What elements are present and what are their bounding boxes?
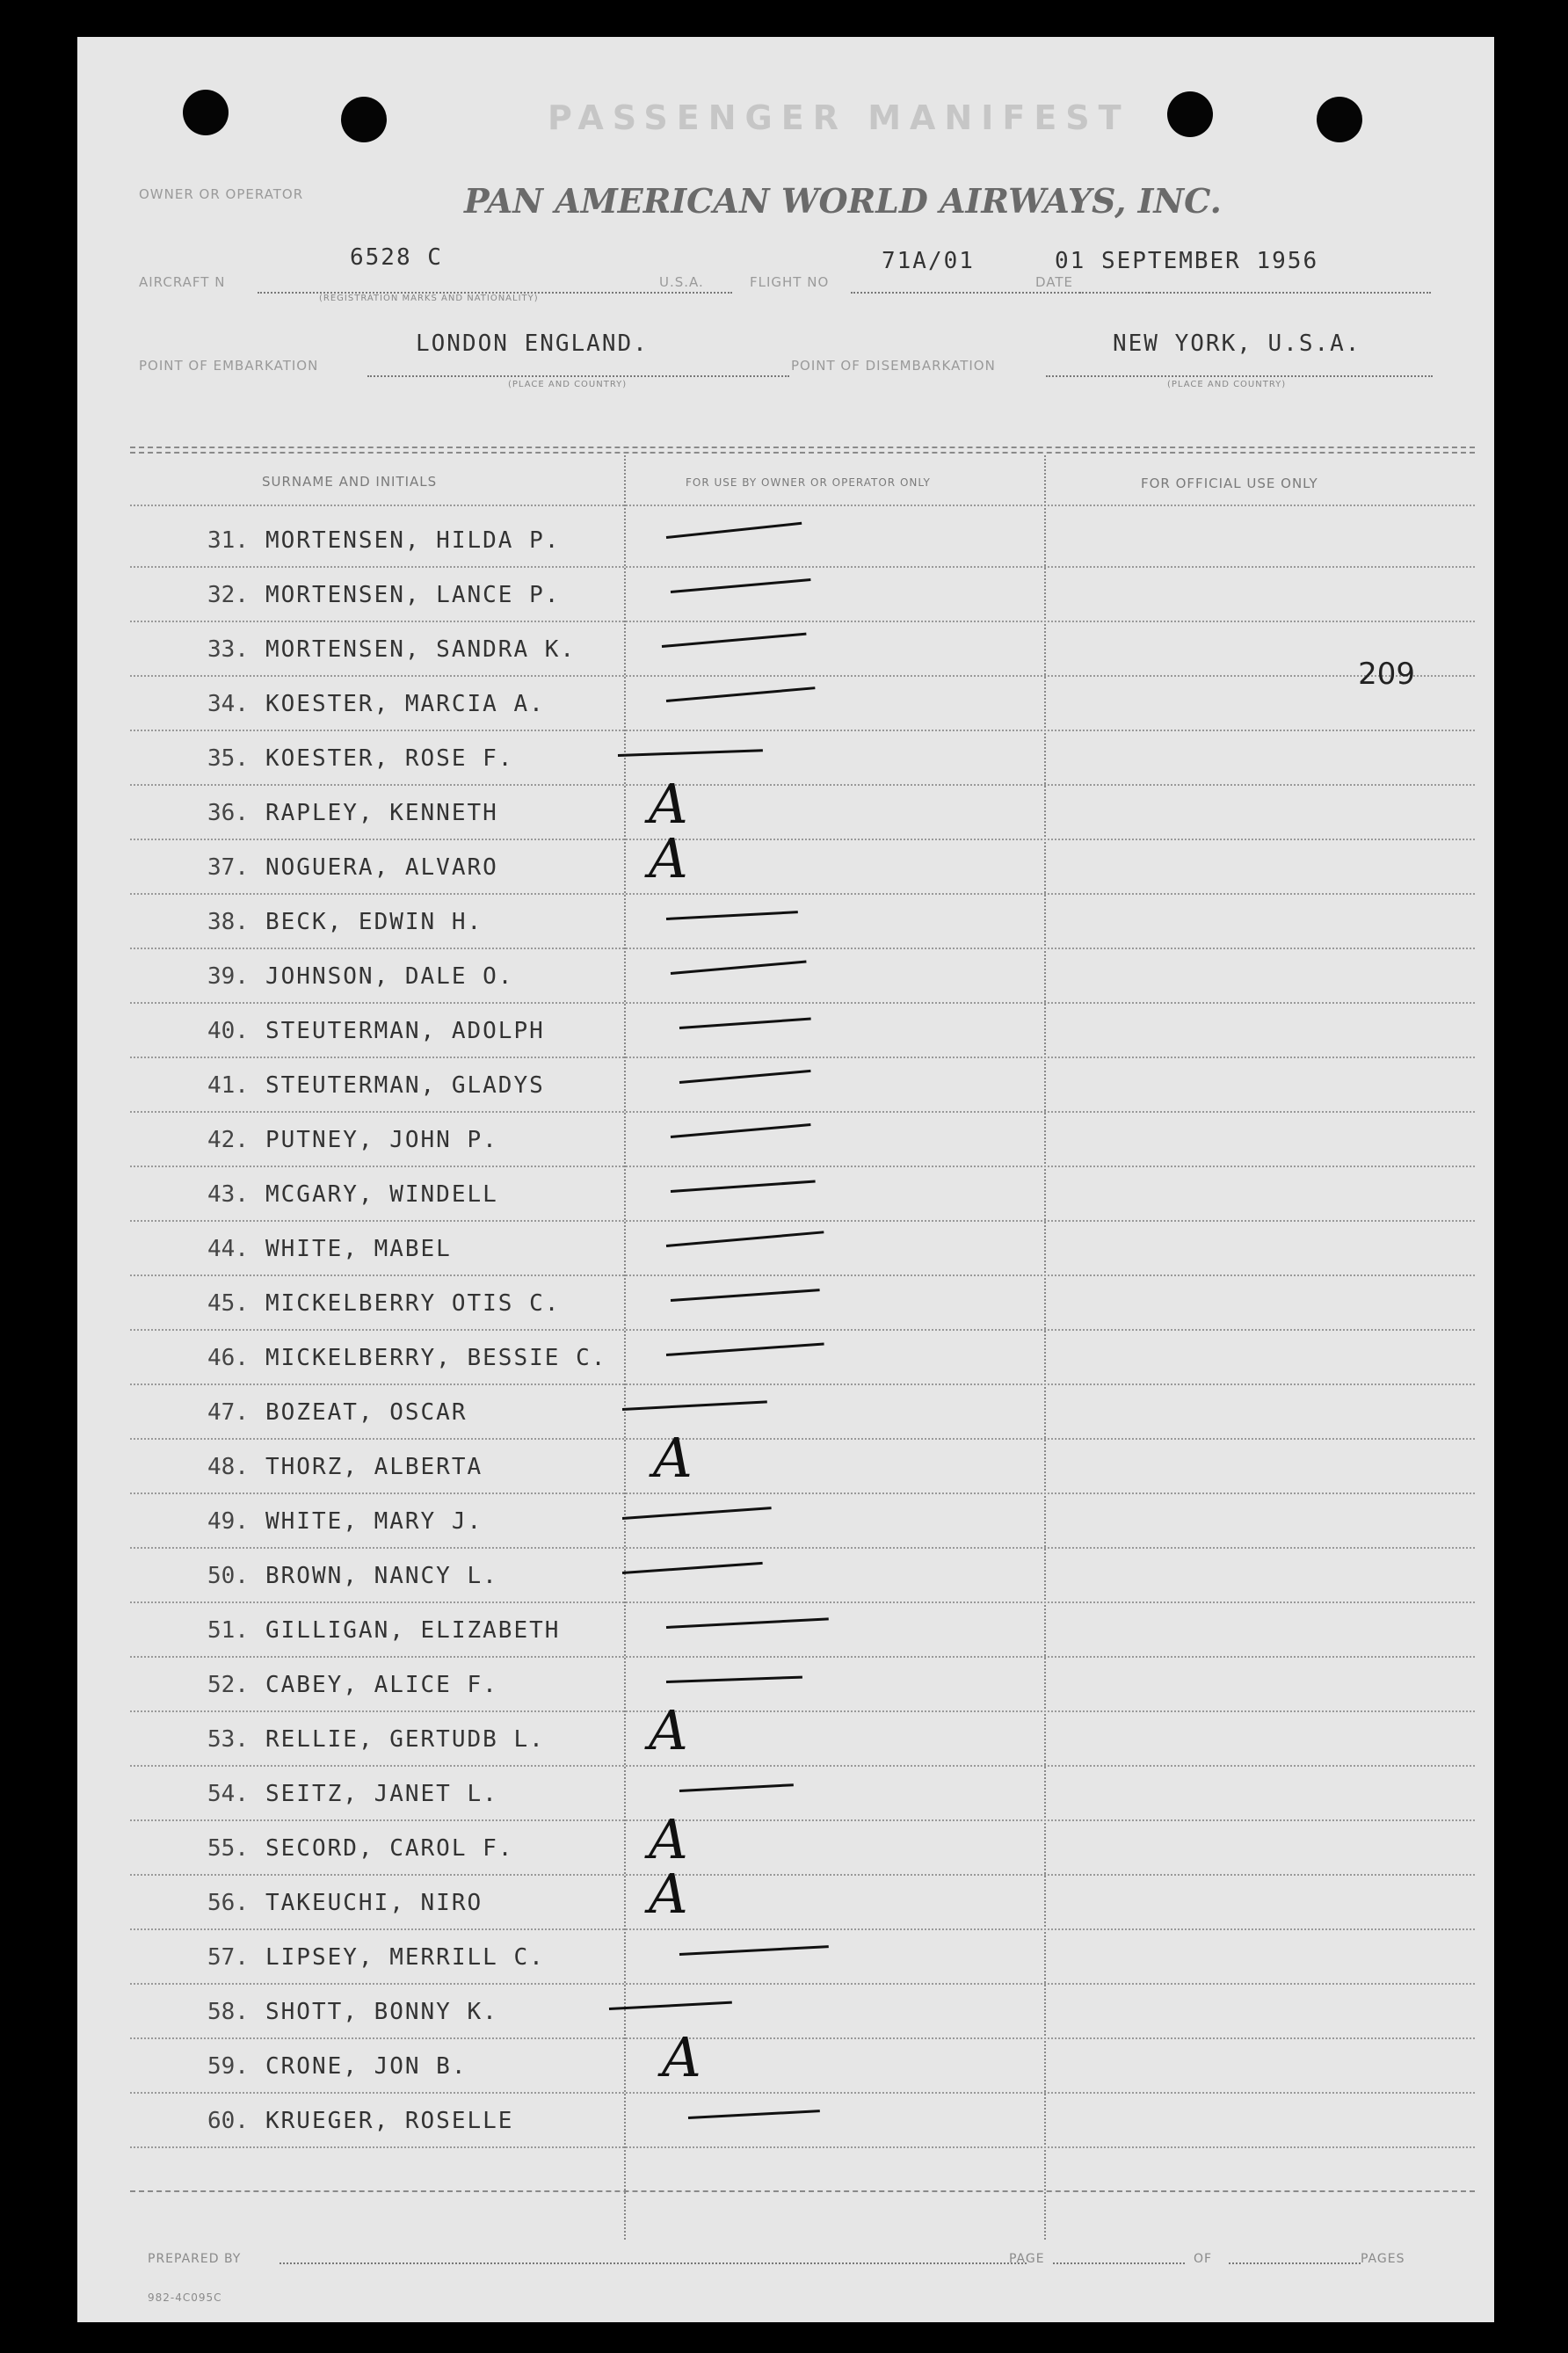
- passenger-name: JOHNSON, DALE O.: [265, 963, 514, 990]
- passenger-name: MCGARY, WINDELL: [265, 1181, 498, 1208]
- table-row: [130, 1383, 1475, 1440]
- column-owner-use: FOR USE BY OWNER OR OPERATOR ONLY: [686, 476, 931, 489]
- passenger-name: MICKELBERRY, BESSIE C.: [265, 1345, 607, 1371]
- check-stroke: [679, 1070, 811, 1084]
- row-number: 49.: [207, 1508, 249, 1535]
- column-official-use: FOR OFFICIAL USE ONLY: [1141, 476, 1318, 491]
- prepared-label: PREPARED BY: [148, 2252, 242, 2266]
- table-row: [130, 512, 1475, 568]
- table-row: [130, 826, 1475, 895]
- check-stroke: [688, 2110, 820, 2119]
- passenger-name: SHOTT, BONNY K.: [265, 1999, 498, 2025]
- flight-number: 71A/01: [882, 248, 975, 274]
- table-row: [130, 1765, 1475, 1821]
- handwritten-a-mark: A: [662, 2025, 701, 2089]
- row-number: 60.: [207, 2108, 249, 2134]
- row-number: 55.: [207, 1835, 249, 1862]
- row-number: 47.: [207, 1399, 249, 1426]
- passenger-name: THORZ, ALBERTA: [265, 1454, 483, 1480]
- check-stroke: [666, 1231, 824, 1247]
- passenger-name: CABEY, ALICE F.: [265, 1672, 498, 1698]
- row-number: 44.: [207, 1236, 249, 1262]
- table-row: [130, 1057, 1475, 1113]
- handwritten-a-mark: A: [649, 772, 688, 836]
- table-row: [130, 1698, 1475, 1767]
- nationality: U.S.A.: [659, 274, 704, 290]
- table-row: [130, 1275, 1475, 1331]
- row-number: 33.: [207, 636, 249, 663]
- passenger-name: GILLIGAN, ELIZABETH: [265, 1617, 561, 1644]
- row-number: 42.: [207, 1127, 249, 1153]
- check-stroke: [666, 1342, 824, 1356]
- disembarkation-caption: (PLACE AND COUNTRY): [1167, 380, 1287, 389]
- row-number: 46.: [207, 1345, 249, 1371]
- passenger-name: KRUEGER, ROSELLE: [265, 2108, 514, 2134]
- manifest-page: [77, 37, 1494, 2322]
- table-row: [130, 1220, 1475, 1276]
- table-row: [130, 772, 1475, 840]
- row-number: 59.: [207, 2053, 249, 2080]
- passenger-name: RELLIE, GERTUDB L.: [265, 1726, 545, 1753]
- passenger-name: SEITZ, JANET L.: [265, 1781, 498, 1807]
- row-number: 38.: [207, 909, 249, 935]
- table-row: [130, 1547, 1475, 1603]
- passenger-name: TAKEUCHI, NIRO: [265, 1890, 483, 1916]
- check-stroke: [662, 633, 807, 648]
- aircraft-label: AIRCRAFT N: [139, 274, 226, 290]
- handwritten-a-mark: A: [649, 1862, 688, 1926]
- row-number: 31.: [207, 527, 249, 554]
- table-row: [130, 1928, 1475, 1985]
- row-number: 37.: [207, 854, 249, 881]
- table-row: [130, 948, 1475, 1004]
- passenger-name: SECORD, CAROL F.: [265, 1835, 514, 1862]
- operator-name: PAN AMERICAN WORLD AIRWAYS, INC.: [464, 181, 1222, 221]
- row-number: 52.: [207, 1672, 249, 1698]
- passenger-name: RAPLEY, KENNETH: [265, 800, 498, 826]
- page-label: PAGE: [1009, 2252, 1045, 2266]
- owner-label: OWNER OR OPERATOR: [139, 186, 304, 202]
- row-number: 39.: [207, 963, 249, 990]
- pages-label: PAGES: [1361, 2252, 1405, 2266]
- table-row: [130, 1601, 1475, 1658]
- handwritten-a-mark: A: [649, 826, 688, 890]
- passenger-name: WHITE, MABEL: [265, 1236, 452, 1262]
- check-stroke: [666, 911, 798, 920]
- row-number: 40.: [207, 1018, 249, 1044]
- row-number: 50.: [207, 1563, 249, 1589]
- check-stroke: [618, 749, 763, 757]
- check-stroke: [671, 578, 811, 593]
- check-stroke: [679, 1018, 811, 1029]
- check-stroke: [666, 686, 816, 702]
- table-row: [130, 893, 1475, 949]
- table-row: [130, 566, 1475, 622]
- row-number: 54.: [207, 1781, 249, 1807]
- table-row: [130, 1329, 1475, 1385]
- date: 01 SEPTEMBER 1956: [1055, 248, 1319, 274]
- punch-hole-right: [1167, 91, 1213, 137]
- punch-hole-right-2: [1317, 97, 1362, 142]
- check-stroke: [622, 1562, 763, 1574]
- embarkation-caption: (PLACE AND COUNTRY): [508, 380, 628, 389]
- passenger-name: MORTENSEN, HILDA P.: [265, 527, 561, 554]
- check-stroke: [679, 1945, 829, 1956]
- passenger-name: BECK, EDWIN H.: [265, 909, 483, 935]
- passenger-name: MORTENSEN, SANDRA K.: [265, 636, 577, 663]
- passenger-name: KOESTER, ROSE F.: [265, 745, 514, 772]
- aircraft-number: 6528 C: [350, 244, 443, 271]
- check-stroke: [666, 522, 802, 539]
- passenger-name: STEUTERMAN, ADOLPH: [265, 1018, 545, 1044]
- disembarkation-label: POINT OF DISEMBARKATION: [791, 358, 996, 374]
- official-note: 209: [1358, 657, 1415, 692]
- row-number: 43.: [207, 1181, 249, 1208]
- column-surname: SURNAME AND INITIALS: [262, 474, 438, 490]
- handwritten-a-mark: A: [649, 1698, 688, 1762]
- handwritten-a-mark: A: [649, 1807, 688, 1871]
- table-row: [130, 675, 1475, 731]
- passenger-name: NOGUERA, ALVARO: [265, 854, 498, 881]
- passenger-name: LIPSEY, MERRILL C.: [265, 1944, 545, 1971]
- row-number: 34.: [207, 691, 249, 717]
- check-stroke: [671, 1123, 811, 1138]
- table-row: [130, 1492, 1475, 1549]
- embarkation-label: POINT OF EMBARKATION: [139, 358, 319, 374]
- check-stroke: [666, 1676, 802, 1683]
- row-number: 56.: [207, 1890, 249, 1916]
- punch-hole-left-2: [341, 97, 387, 142]
- row-number: 41.: [207, 1072, 249, 1099]
- passenger-name: KOESTER, MARCIA A.: [265, 691, 545, 717]
- form-title: PASSENGER MANIFEST: [548, 98, 1130, 137]
- table-row: [130, 2025, 1475, 2094]
- registration-caption: (REGISTRATION MARKS AND NATIONALITY): [319, 294, 539, 303]
- table-row: [130, 621, 1475, 677]
- check-stroke: [671, 1180, 816, 1193]
- row-number: 51.: [207, 1617, 249, 1644]
- row-number: 32.: [207, 582, 249, 608]
- check-stroke: [671, 1289, 820, 1302]
- passenger-name: STEUTERMAN, GLADYS: [265, 1072, 545, 1099]
- table-row: [130, 1807, 1475, 1876]
- table-row: [130, 1111, 1475, 1167]
- table-row: [130, 1656, 1475, 1712]
- row-number: 53.: [207, 1726, 249, 1753]
- row-number: 58.: [207, 1999, 249, 2025]
- table-row: [130, 1426, 1475, 1494]
- row-number: 35.: [207, 745, 249, 772]
- flight-label: FLIGHT NO: [750, 274, 830, 290]
- check-stroke: [609, 2001, 732, 2010]
- passenger-name: MICKELBERRY OTIS C.: [265, 1290, 561, 1317]
- check-stroke: [666, 1617, 829, 1629]
- row-number: 45.: [207, 1290, 249, 1317]
- table-row: [130, 1002, 1475, 1058]
- table-row: [130, 1983, 1475, 2039]
- table-row: [130, 2092, 1475, 2148]
- check-stroke: [679, 1783, 794, 1792]
- punch-hole-left: [183, 90, 229, 135]
- disembarkation: NEW YORK, U.S.A.: [1113, 330, 1361, 357]
- passenger-name: MORTENSEN, LANCE P.: [265, 582, 561, 608]
- form-code: 982-4C095C: [148, 2291, 222, 2304]
- passenger-name: BOZEAT, OSCAR: [265, 1399, 468, 1426]
- handwritten-a-mark: A: [653, 1426, 693, 1490]
- check-stroke: [622, 1507, 772, 1520]
- passenger-name: BROWN, NANCY L.: [265, 1563, 498, 1589]
- check-stroke: [622, 1400, 767, 1411]
- row-number: 48.: [207, 1454, 249, 1480]
- row-number: 57.: [207, 1944, 249, 1971]
- row-number: 36.: [207, 800, 249, 826]
- check-stroke: [671, 960, 807, 974]
- of-label: OF: [1194, 2252, 1213, 2266]
- embarkation: LONDON ENGLAND.: [416, 330, 649, 357]
- passenger-name: WHITE, MARY J.: [265, 1508, 483, 1535]
- passenger-name: PUTNEY, JOHN P.: [265, 1127, 498, 1153]
- table-row: [130, 1862, 1475, 1930]
- date-label: DATE: [1035, 274, 1074, 290]
- table-row: [130, 1166, 1475, 1222]
- passenger-name: CRONE, JON B.: [265, 2053, 468, 2080]
- table-row: [130, 730, 1475, 786]
